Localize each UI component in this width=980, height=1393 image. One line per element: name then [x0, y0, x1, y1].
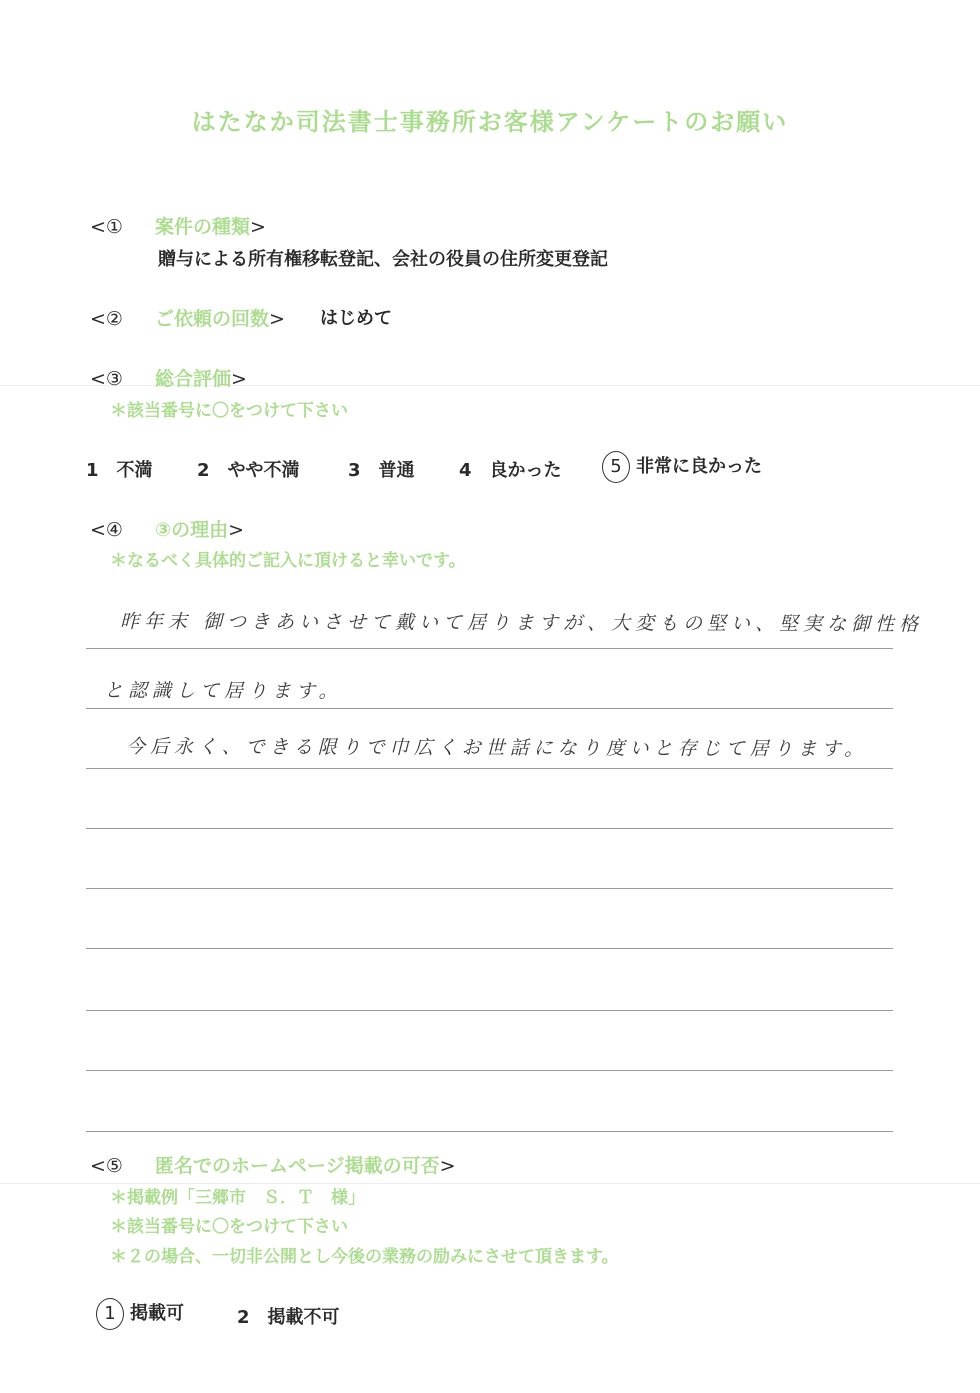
question-3-label: 総合評価	[155, 368, 232, 390]
ruled-line	[86, 768, 893, 769]
question-1-number: <①	[90, 216, 123, 238]
selection-circle: 5	[602, 451, 630, 483]
question-5-number: <⑤	[90, 1155, 123, 1177]
question-5-note-3: ＊２の場合、一切非公開とし今後の業務の励みにさせて頂きます。	[110, 1247, 619, 1267]
ruled-line	[86, 1131, 893, 1132]
question-5-close: >	[439, 1155, 456, 1177]
question-5-label: 匿名でのホームページ掲載の可否	[155, 1155, 440, 1177]
handwritten-line-1: 昨年末 御つきあいさせて戴いて居りますが、大変もの堅い、堅実な御性格	[119, 610, 924, 636]
question-1-close: >	[250, 216, 266, 238]
question-3-number: <③	[90, 368, 123, 390]
ruled-line	[86, 1070, 893, 1071]
question-3-note: ＊該当番号に〇をつけて下さい	[110, 401, 348, 421]
handwritten-line-2: と認識して居ります。	[103, 679, 343, 703]
question-5-note-2: ＊該当番号に〇をつけて下さい	[110, 1217, 348, 1237]
question-2-close: >	[269, 308, 285, 330]
question-2-answer: はじめて	[320, 308, 392, 329]
question-2-heading	[90, 304, 285, 331]
rating-option-2: 2 やや不満	[197, 460, 300, 481]
publish-option-1-selected: 1 掲載可	[100, 1298, 184, 1330]
handwritten-line-3: 今后永く、できる限りで巾広くお世話になり度いと存じて居ります。	[125, 735, 869, 761]
publish-option-2: 2 掲載不可	[237, 1307, 340, 1328]
rating-option-3: 3 普通	[348, 460, 415, 481]
ruled-line	[86, 648, 893, 649]
question-4-close: >	[228, 519, 245, 541]
ruled-line	[86, 948, 893, 949]
question-2-label: ご依頼の回数	[155, 308, 270, 330]
rating-option-4: 4 良かった	[459, 460, 562, 481]
question-4-label: ③の理由	[155, 519, 229, 541]
rating-option-1: 1 不満	[86, 460, 153, 481]
page-title: はたなか司法書士事務所お客様アンケートのお願い	[191, 108, 789, 136]
ruled-line	[86, 888, 893, 889]
question-1-heading	[90, 212, 266, 239]
ruled-line	[86, 1010, 893, 1011]
question-2-number: <②	[90, 308, 123, 330]
question-4-heading	[90, 515, 244, 542]
question-1-answer: 贈与による所有権移転登記、会社の役員の住所変更登記	[158, 249, 608, 270]
ruled-line	[86, 708, 893, 709]
question-4-number: <④	[90, 519, 123, 541]
question-4-note: ＊なるべく具体的ご記入に頂けると幸いです。	[110, 551, 466, 571]
question-5-note-1: ＊掲載例「三郷市 Ｓ．Ｔ 様」	[110, 1188, 365, 1208]
question-5-heading	[90, 1151, 456, 1178]
question-3-close: >	[231, 368, 247, 390]
selection-circle: 1	[96, 1298, 124, 1330]
question-3-heading	[90, 364, 247, 391]
ruled-line	[86, 828, 893, 829]
rating-option-5-selected: 5 非常に良かった	[606, 451, 762, 483]
question-1-label: 案件の種類	[155, 216, 251, 238]
